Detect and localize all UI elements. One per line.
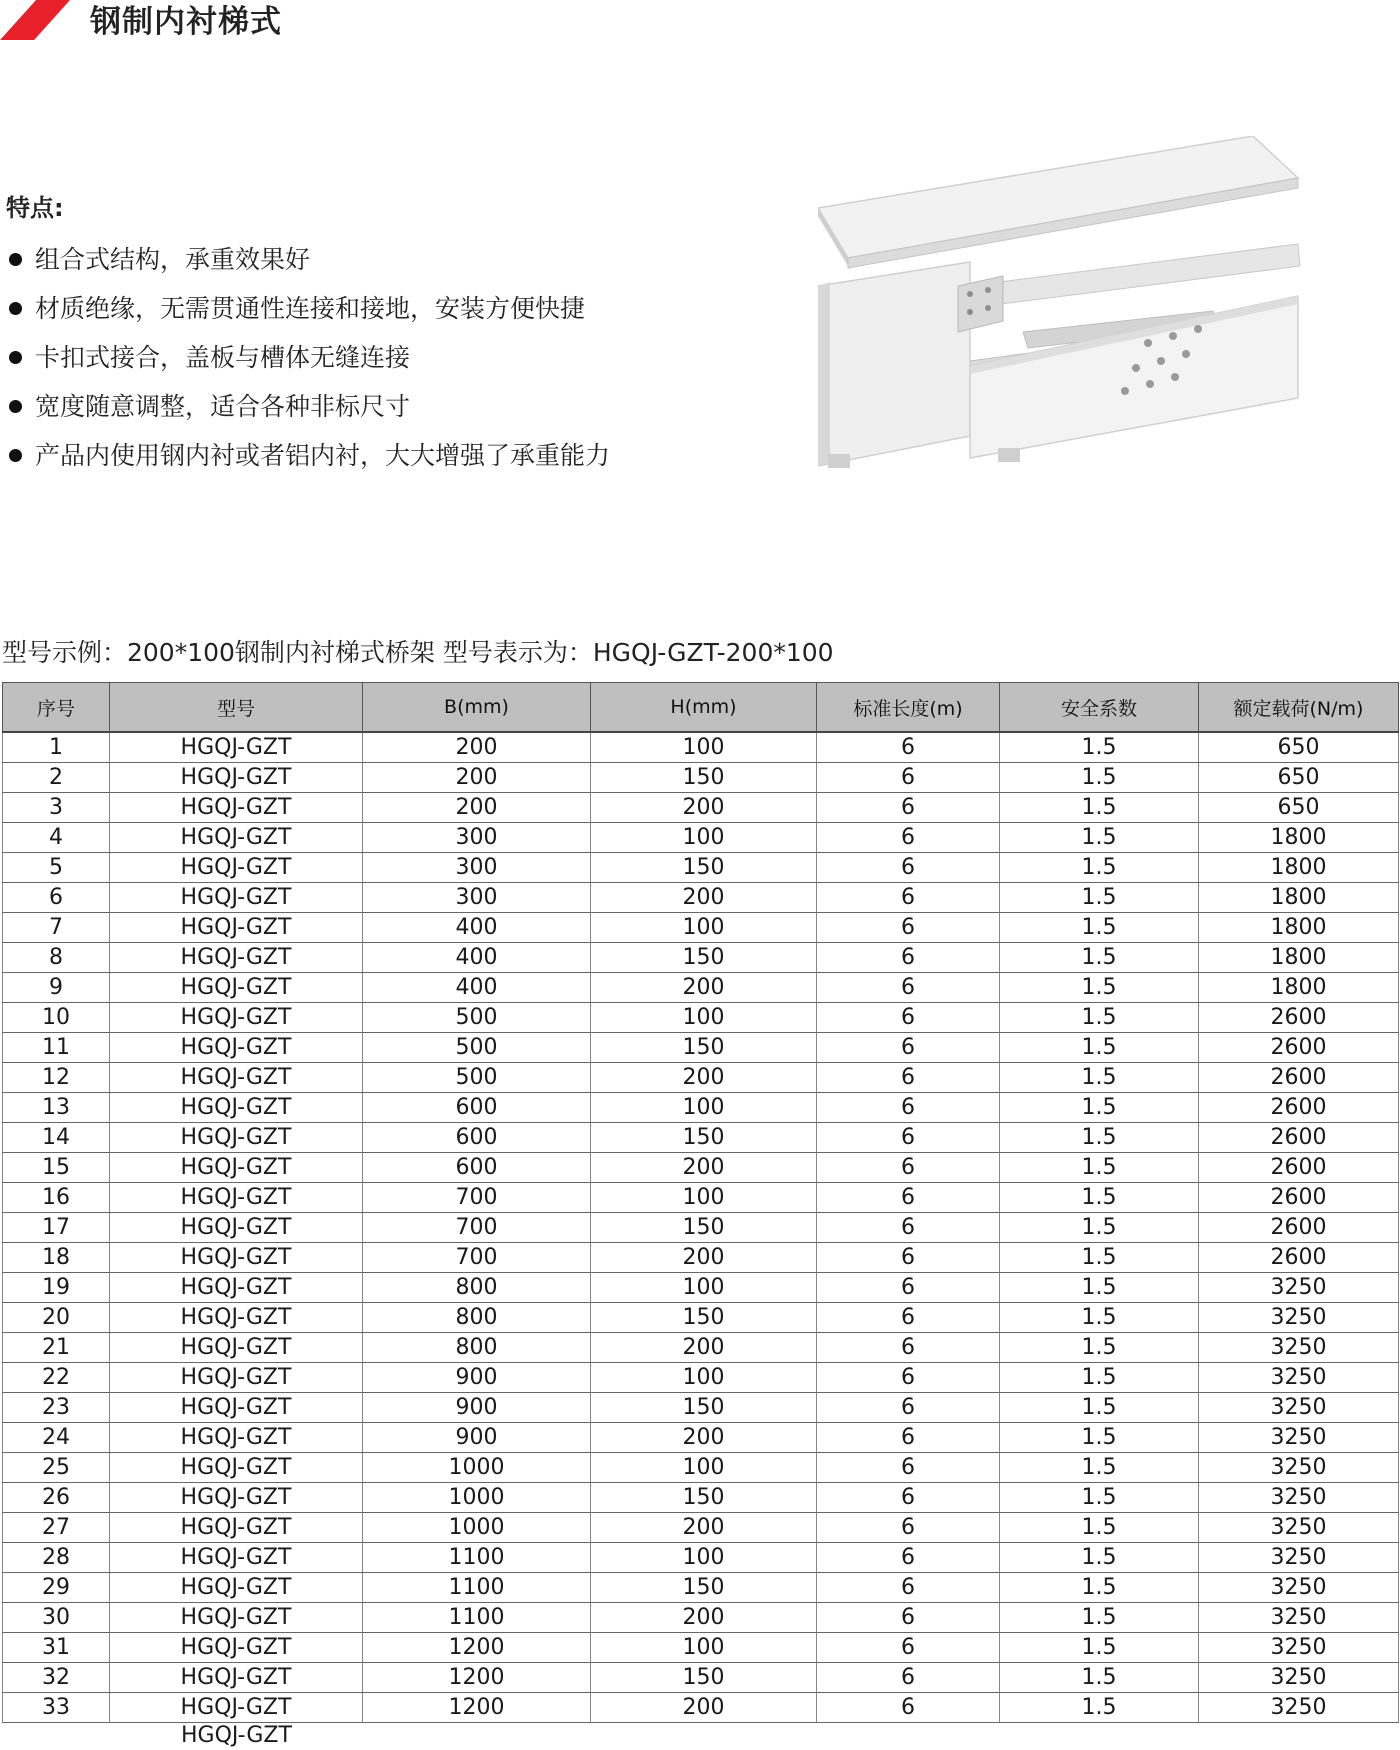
- table-cell: 1100: [363, 1603, 591, 1633]
- table-cell: 6: [817, 943, 1000, 973]
- table-cell: 3250: [1199, 1393, 1399, 1423]
- table-cell: 1100: [363, 1573, 591, 1603]
- table-cell: 32: [3, 1663, 110, 1693]
- table-cell: 200: [363, 763, 591, 793]
- table-cell: 6: [817, 853, 1000, 883]
- table-cell: 1.5: [1000, 1363, 1199, 1393]
- table-cell: 6: [817, 1363, 1000, 1393]
- table-cell: HGQJ-GZT: [110, 1333, 363, 1363]
- table-cell: 2600: [1199, 1213, 1399, 1243]
- table-cell: 6: [817, 1573, 1000, 1603]
- table-cell: 1.5: [1000, 883, 1199, 913]
- cable-tray-product-image: [818, 136, 1328, 472]
- table-cell: 100: [591, 1363, 817, 1393]
- table-cell: 13: [3, 1093, 110, 1123]
- table-cell: 1.5: [1000, 1453, 1199, 1483]
- table-cell: 200: [591, 973, 817, 1003]
- table-cell: 100: [591, 1183, 817, 1213]
- table-cell: 100: [591, 1003, 817, 1033]
- table-cell: 2600: [1199, 1123, 1399, 1153]
- table-row: [3, 1573, 1399, 1603]
- table-cell: 200: [591, 1243, 817, 1273]
- table-cell: 150: [591, 1303, 817, 1333]
- table-cell: 25: [3, 1453, 110, 1483]
- page-title: 钢制内衬梯式: [90, 4, 282, 40]
- table-cell: 1.5: [1000, 853, 1199, 883]
- spec-table-body: [3, 732, 1399, 1723]
- feature-item: 产品内使用钢内衬或者铝内衬，大大增强了承重能力: [6, 431, 610, 480]
- table-cell: 22: [3, 1363, 110, 1393]
- table-cell: 6: [817, 1243, 1000, 1273]
- table-cell: 26: [3, 1483, 110, 1513]
- table-row: [3, 1603, 1399, 1633]
- table-cell: 800: [363, 1303, 591, 1333]
- table-cell: 1800: [1199, 913, 1399, 943]
- table-cell: 2600: [1199, 1243, 1399, 1273]
- table-cell: 30: [3, 1603, 110, 1633]
- table-cell: 6: [817, 1543, 1000, 1573]
- table-cell: 12: [3, 1063, 110, 1093]
- table-row: [3, 1213, 1399, 1243]
- table-cell: HGQJ-GZT: [110, 793, 363, 823]
- table-row: [3, 883, 1399, 913]
- table-cell: 1200: [363, 1663, 591, 1693]
- column-header: H(mm): [591, 683, 817, 733]
- table-cell: 21: [3, 1333, 110, 1363]
- table-cell: 2600: [1199, 1063, 1399, 1093]
- table-cell: 100: [591, 913, 817, 943]
- table-cell: HGQJ-GZT: [110, 732, 363, 763]
- table-cell: 100: [591, 1273, 817, 1303]
- table-cell: 150: [591, 1573, 817, 1603]
- table-cell: 29: [3, 1573, 110, 1603]
- table-cell: 3250: [1199, 1273, 1399, 1303]
- table-cell: 650: [1199, 732, 1399, 763]
- column-header: 安全系数: [1000, 683, 1199, 733]
- table-cell: HGQJ-GZT: [110, 823, 363, 853]
- table-row: [3, 1123, 1399, 1153]
- table-cell: 100: [591, 1093, 817, 1123]
- table-row: [3, 1633, 1399, 1663]
- column-header: 额定载荷(N/m): [1199, 683, 1399, 733]
- table-row: [3, 1363, 1399, 1393]
- table-cell: 2600: [1199, 1093, 1399, 1123]
- table-row: [3, 1453, 1399, 1483]
- table-cell: 1.5: [1000, 1183, 1199, 1213]
- table-cell: 3250: [1199, 1693, 1399, 1723]
- header-accent-shape: [0, 0, 70, 40]
- table-row: [3, 732, 1399, 763]
- table-row: [3, 823, 1399, 853]
- table-cell: 300: [363, 883, 591, 913]
- table-cell: HGQJ-GZT: [110, 1123, 363, 1153]
- table-cell: 23: [3, 1393, 110, 1423]
- table-cell: 9: [3, 973, 110, 1003]
- column-header: 型号: [110, 683, 363, 733]
- table-cell: 1.5: [1000, 1333, 1199, 1363]
- table-cell: 500: [363, 1003, 591, 1033]
- table-cell: 1.5: [1000, 1123, 1199, 1153]
- feature-item: 材质绝缘，无需贯通性连接和接地，安装方便快捷: [6, 284, 610, 333]
- table-cell: HGQJ-GZT: [110, 1513, 363, 1543]
- table-cell: HGQJ-GZT: [110, 1543, 363, 1573]
- table-cell: 6: [817, 1663, 1000, 1693]
- table-cell: 1.5: [1000, 793, 1199, 823]
- table-cell: 6: [817, 1003, 1000, 1033]
- table-cell: 3250: [1199, 1423, 1399, 1453]
- table-cell: 600: [363, 1123, 591, 1153]
- column-header: B(mm): [363, 683, 591, 733]
- table-cell: 1.5: [1000, 1213, 1199, 1243]
- model-example-text: 型号示例：200*100钢制内衬梯式桥架 型号表示为：HGQJ-GZT-200*100: [2, 638, 834, 667]
- table-cell: 1.5: [1000, 1573, 1199, 1603]
- table-cell: 3250: [1199, 1513, 1399, 1543]
- table-cell: 3250: [1199, 1453, 1399, 1483]
- table-cell: 1.5: [1000, 1393, 1199, 1423]
- table-cell: 1200: [363, 1693, 591, 1723]
- bullet-icon: [9, 449, 22, 462]
- table-row: [3, 973, 1399, 1003]
- column-header: 标准长度(m): [817, 683, 1000, 733]
- table-row: [3, 1243, 1399, 1273]
- table-cell: HGQJ-GZT: [110, 1243, 363, 1273]
- table-cell: HGQJ-GZT: [110, 883, 363, 913]
- spec-table: [2, 682, 1399, 1723]
- table-cell: HGQJ-GZT: [110, 1183, 363, 1213]
- table-cell: 11: [3, 1033, 110, 1063]
- table-cell: 800: [363, 1273, 591, 1303]
- table-cell: 19: [3, 1273, 110, 1303]
- table-cell: HGQJ-GZT: [110, 1483, 363, 1513]
- table-cell: 16: [3, 1183, 110, 1213]
- table-cell: 10: [3, 1003, 110, 1033]
- table-cell: 700: [363, 1183, 591, 1213]
- table-cell: 3250: [1199, 1543, 1399, 1573]
- table-cell: 200: [591, 1153, 817, 1183]
- table-row: [3, 1153, 1399, 1183]
- table-cell: 200: [591, 1603, 817, 1633]
- table-cell: 6: [817, 823, 1000, 853]
- table-row: [3, 853, 1399, 883]
- table-cell: 6: [817, 1033, 1000, 1063]
- table-cell: 900: [363, 1423, 591, 1453]
- table-cell: 800: [363, 1333, 591, 1363]
- table-cell: 1.5: [1000, 1603, 1199, 1633]
- table-cell: HGQJ-GZT: [110, 973, 363, 1003]
- table-cell: 650: [1199, 763, 1399, 793]
- table-cell: 6: [817, 1153, 1000, 1183]
- table-cell: 100: [591, 823, 817, 853]
- table-cell: 100: [591, 1453, 817, 1483]
- table-row: [3, 1663, 1399, 1693]
- table-cell: HGQJ-GZT: [110, 1573, 363, 1603]
- table-cell: 6: [817, 1453, 1000, 1483]
- bullet-icon: [9, 302, 22, 315]
- table-row: [3, 1333, 1399, 1363]
- table-cell: 150: [591, 763, 817, 793]
- table-cell: 1.5: [1000, 1033, 1199, 1063]
- feature-item: 卡扣式接合，盖板与槽体无缝连接: [6, 333, 610, 382]
- table-cell: 1: [3, 732, 110, 763]
- table-row: [3, 1183, 1399, 1213]
- table-cell: 150: [591, 853, 817, 883]
- table-row: [3, 1393, 1399, 1423]
- table-cell: 200: [591, 883, 817, 913]
- table-cell: 6: [817, 883, 1000, 913]
- table-cell: 150: [591, 943, 817, 973]
- table-header-row: [3, 683, 1399, 733]
- table-cell: 300: [363, 823, 591, 853]
- table-cell: 6: [817, 1333, 1000, 1363]
- table-cell: 200: [363, 793, 591, 823]
- table-cell: 1.5: [1000, 1513, 1199, 1543]
- table-cell: 1.5: [1000, 1003, 1199, 1033]
- table-cell: 1800: [1199, 973, 1399, 1003]
- table-cell: 1.5: [1000, 1543, 1199, 1573]
- table-cell: HGQJ-GZT: [110, 763, 363, 793]
- table-cell: 6: [817, 1693, 1000, 1723]
- table-cell: 700: [363, 1243, 591, 1273]
- table-cell: 7: [3, 913, 110, 943]
- table-cell: HGQJ-GZT: [110, 1033, 363, 1063]
- table-row: [3, 1273, 1399, 1303]
- bullet-icon: [9, 351, 22, 364]
- table-cell: 6: [817, 1183, 1000, 1213]
- table-cell: HGQJ-GZT: [110, 1063, 363, 1093]
- table-cell: HGQJ-GZT: [110, 1453, 363, 1483]
- trailing-model-text: HGQJ-GZT: [181, 1723, 292, 1748]
- table-cell: HGQJ-GZT: [110, 1273, 363, 1303]
- table-cell: HGQJ-GZT: [110, 1693, 363, 1723]
- table-cell: 200: [591, 1513, 817, 1543]
- table-cell: HGQJ-GZT: [110, 1213, 363, 1243]
- table-cell: 3250: [1199, 1363, 1399, 1393]
- table-cell: HGQJ-GZT: [110, 943, 363, 973]
- table-cell: 1800: [1199, 823, 1399, 853]
- bullet-icon: [9, 400, 22, 413]
- table-cell: 6: [817, 1483, 1000, 1513]
- table-cell: 2600: [1199, 1153, 1399, 1183]
- table-cell: 3: [3, 793, 110, 823]
- table-cell: 650: [1199, 793, 1399, 823]
- table-cell: 150: [591, 1393, 817, 1423]
- feature-item: 宽度随意调整，适合各种非标尺寸: [6, 382, 610, 431]
- table-cell: 6: [817, 1303, 1000, 1333]
- table-row: [3, 1543, 1399, 1573]
- table-cell: 6: [817, 1093, 1000, 1123]
- table-cell: 1.5: [1000, 1633, 1199, 1663]
- table-cell: 1.5: [1000, 1423, 1199, 1453]
- table-row: [3, 1513, 1399, 1543]
- table-cell: 1.5: [1000, 1243, 1199, 1273]
- table-cell: 6: [817, 1393, 1000, 1423]
- table-cell: 700: [363, 1213, 591, 1243]
- table-cell: 1.5: [1000, 1663, 1199, 1693]
- features-list: [6, 235, 610, 480]
- table-cell: HGQJ-GZT: [110, 1363, 363, 1393]
- table-cell: 6: [817, 1603, 1000, 1633]
- table-cell: 400: [363, 973, 591, 1003]
- table-cell: 15: [3, 1153, 110, 1183]
- table-cell: 1800: [1199, 943, 1399, 973]
- table-cell: 200: [591, 1693, 817, 1723]
- table-cell: HGQJ-GZT: [110, 1663, 363, 1693]
- table-cell: 31: [3, 1633, 110, 1663]
- table-cell: 1.5: [1000, 1483, 1199, 1513]
- table-cell: 6: [817, 1063, 1000, 1093]
- features-heading: 特点:: [6, 194, 64, 222]
- table-cell: 8: [3, 943, 110, 973]
- table-cell: 1800: [1199, 853, 1399, 883]
- table-cell: 4: [3, 823, 110, 853]
- table-cell: HGQJ-GZT: [110, 1303, 363, 1333]
- table-cell: 1100: [363, 1543, 591, 1573]
- table-cell: 6: [817, 973, 1000, 1003]
- table-cell: 150: [591, 1033, 817, 1063]
- table-cell: 1000: [363, 1513, 591, 1543]
- table-cell: 6: [817, 1213, 1000, 1243]
- table-cell: 3250: [1199, 1333, 1399, 1363]
- table-cell: HGQJ-GZT: [110, 853, 363, 883]
- table-cell: 3250: [1199, 1603, 1399, 1633]
- table-cell: 5: [3, 853, 110, 883]
- column-header: 序号: [3, 683, 110, 733]
- table-cell: 200: [591, 1423, 817, 1453]
- table-cell: 150: [591, 1123, 817, 1153]
- table-cell: 1.5: [1000, 943, 1199, 973]
- table-row: [3, 943, 1399, 973]
- table-cell: 600: [363, 1153, 591, 1183]
- table-cell: 6: [817, 1273, 1000, 1303]
- table-row: [3, 913, 1399, 943]
- table-row: [3, 1693, 1399, 1723]
- table-cell: 28: [3, 1543, 110, 1573]
- table-cell: 500: [363, 1063, 591, 1093]
- table-cell: 900: [363, 1393, 591, 1423]
- table-cell: 500: [363, 1033, 591, 1063]
- table-cell: 18: [3, 1243, 110, 1273]
- table-cell: 200: [591, 793, 817, 823]
- table-cell: 200: [591, 1333, 817, 1363]
- table-cell: 17: [3, 1213, 110, 1243]
- table-cell: 6: [3, 883, 110, 913]
- table-cell: 1.5: [1000, 973, 1199, 1003]
- table-cell: 6: [817, 732, 1000, 763]
- table-cell: 300: [363, 853, 591, 883]
- table-cell: 150: [591, 1483, 817, 1513]
- table-cell: 100: [591, 732, 817, 763]
- table-cell: 24: [3, 1423, 110, 1453]
- table-cell: 3250: [1199, 1633, 1399, 1663]
- table-cell: 1.5: [1000, 913, 1199, 943]
- table-cell: 900: [363, 1363, 591, 1393]
- table-cell: 27: [3, 1513, 110, 1543]
- table-cell: HGQJ-GZT: [110, 1393, 363, 1423]
- table-cell: 100: [591, 1543, 817, 1573]
- table-cell: 6: [817, 1633, 1000, 1663]
- table-row: [3, 1303, 1399, 1333]
- table-cell: HGQJ-GZT: [110, 1603, 363, 1633]
- feature-item: 组合式结构，承重效果好: [6, 235, 610, 284]
- table-cell: 14: [3, 1123, 110, 1153]
- table-cell: 3250: [1199, 1663, 1399, 1693]
- table-cell: 400: [363, 943, 591, 973]
- table-cell: HGQJ-GZT: [110, 1093, 363, 1123]
- table-cell: 1200: [363, 1633, 591, 1663]
- table-cell: 1000: [363, 1453, 591, 1483]
- table-cell: 150: [591, 1663, 817, 1693]
- table-cell: HGQJ-GZT: [110, 913, 363, 943]
- table-cell: HGQJ-GZT: [110, 1003, 363, 1033]
- table-cell: 200: [363, 732, 591, 763]
- table-row: [3, 1483, 1399, 1513]
- table-cell: 1.5: [1000, 1093, 1199, 1123]
- table-cell: 200: [591, 1063, 817, 1093]
- bullet-icon: [9, 253, 22, 266]
- table-cell: 2600: [1199, 1033, 1399, 1063]
- table-cell: 20: [3, 1303, 110, 1333]
- table-cell: HGQJ-GZT: [110, 1633, 363, 1663]
- table-cell: 3250: [1199, 1483, 1399, 1513]
- table-cell: 1.5: [1000, 1153, 1199, 1183]
- table-cell: 1.5: [1000, 1273, 1199, 1303]
- table-cell: 1800: [1199, 883, 1399, 913]
- table-cell: HGQJ-GZT: [110, 1153, 363, 1183]
- table-cell: 1.5: [1000, 763, 1199, 793]
- table-cell: 3250: [1199, 1573, 1399, 1603]
- table-cell: 6: [817, 763, 1000, 793]
- table-row: [3, 1093, 1399, 1123]
- table-cell: 33: [3, 1693, 110, 1723]
- table-row: [3, 1423, 1399, 1453]
- table-cell: 6: [817, 793, 1000, 823]
- table-cell: 100: [591, 1633, 817, 1663]
- table-cell: 1.5: [1000, 732, 1199, 763]
- table-row: [3, 793, 1399, 823]
- table-cell: 6: [817, 1513, 1000, 1543]
- table-row: [3, 1033, 1399, 1063]
- table-cell: 1.5: [1000, 1063, 1199, 1093]
- table-cell: 2600: [1199, 1003, 1399, 1033]
- table-cell: 600: [363, 1093, 591, 1123]
- table-cell: 1.5: [1000, 823, 1199, 853]
- table-cell: 3250: [1199, 1303, 1399, 1333]
- table-row: [3, 1063, 1399, 1093]
- table-cell: 1.5: [1000, 1303, 1199, 1333]
- table-cell: 400: [363, 913, 591, 943]
- table-cell: 6: [817, 913, 1000, 943]
- table-row: [3, 1003, 1399, 1033]
- table-cell: 2600: [1199, 1183, 1399, 1213]
- table-cell: 150: [591, 1213, 817, 1243]
- table-cell: 6: [817, 1423, 1000, 1453]
- table-cell: 1000: [363, 1483, 591, 1513]
- table-row: [3, 763, 1399, 793]
- table-cell: 6: [817, 1123, 1000, 1153]
- table-cell: 1.5: [1000, 1693, 1199, 1723]
- table-cell: HGQJ-GZT: [110, 1423, 363, 1453]
- table-cell: 2: [3, 763, 110, 793]
